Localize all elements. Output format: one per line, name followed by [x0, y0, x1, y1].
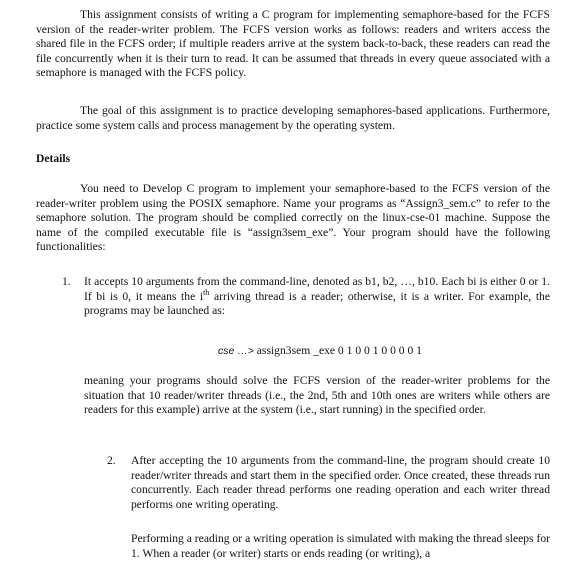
list-item-1-number: 1.	[62, 275, 71, 288]
command-example	[218, 344, 422, 359]
details-paragraph: You need to Develop C program to implement your semaphore-based to the FCFS version of the reader-writer problem using the POSIX semaphore. Name your programs as “Assign3_sem.c” to refer to the semaphore solution. The program should be complied correctly on the linux-cse-01 machine. Suppose the name of the compiled executable file is “assign3sem_exe”. Your program should have the following functionalities:	[36, 182, 550, 254]
list-item-2-follow-up: Performing a reading or a writing operation is simulated with making the thread sleeps for 1. When a reader (or writer) starts or ends reading (or writing), a	[131, 532, 550, 560]
intro-paragraph-1: This assignment consists of writing a C program for implementing semaphore-based for the FCFS version of the reader-writer problem. The FCFS version works as follows: readers and writers access the shared file in the FCFS order; if multiple readers arrive at the system back-to-back, these readers can read the file concurrently when it is their turn to read. It can be assumed that threads in every queue associated with a semaphore is managed with the FCFS policy.	[36, 8, 550, 80]
intro-paragraph-2: The goal of this assignment is to practice developing semaphores-based applications. Furthermore, practice some system calls and process management by the operating system.	[36, 104, 550, 132]
list-item-2-number: 2.	[107, 454, 116, 467]
list-item-1-text-part2: arriving thread is a reader; otherwise, it is a writer. For example, the programs may be launched as:	[84, 289, 550, 318]
ordinal-superscript: th	[203, 287, 210, 297]
command-prompt: cse …>	[218, 345, 254, 357]
list-item-1-text-part1: It accepts 10 arguments from the command-line, denoted as b1, b2, …, b10. Each bi is either 0 or 1. If bi is 0, it means the i	[84, 275, 550, 303]
details-heading: Details	[36, 152, 71, 165]
command-text: assign3sem _exe 0 1 0 0 1 0 0 0 0 1	[253, 344, 422, 357]
list-item-1-text	[84, 275, 550, 319]
list-item-1-follow-up: meaning your programs should solve the FCFS version of the reader-writer problems for the situation that 10 reader/writer threads (i.e., the 2nd, 5th and 10th ones are writers while others are readers for this example) arrive at the system (i.e., start running) in the specified order.	[84, 374, 550, 417]
list-item-2-text: After accepting the 10 arguments from the command-line, the program should create 10 reader/writer threads and start them in the specified order. Once created, these threads run concurrently. Each reader thread performs one reading operation and each writer thread performs one writing operating.	[131, 454, 550, 511]
